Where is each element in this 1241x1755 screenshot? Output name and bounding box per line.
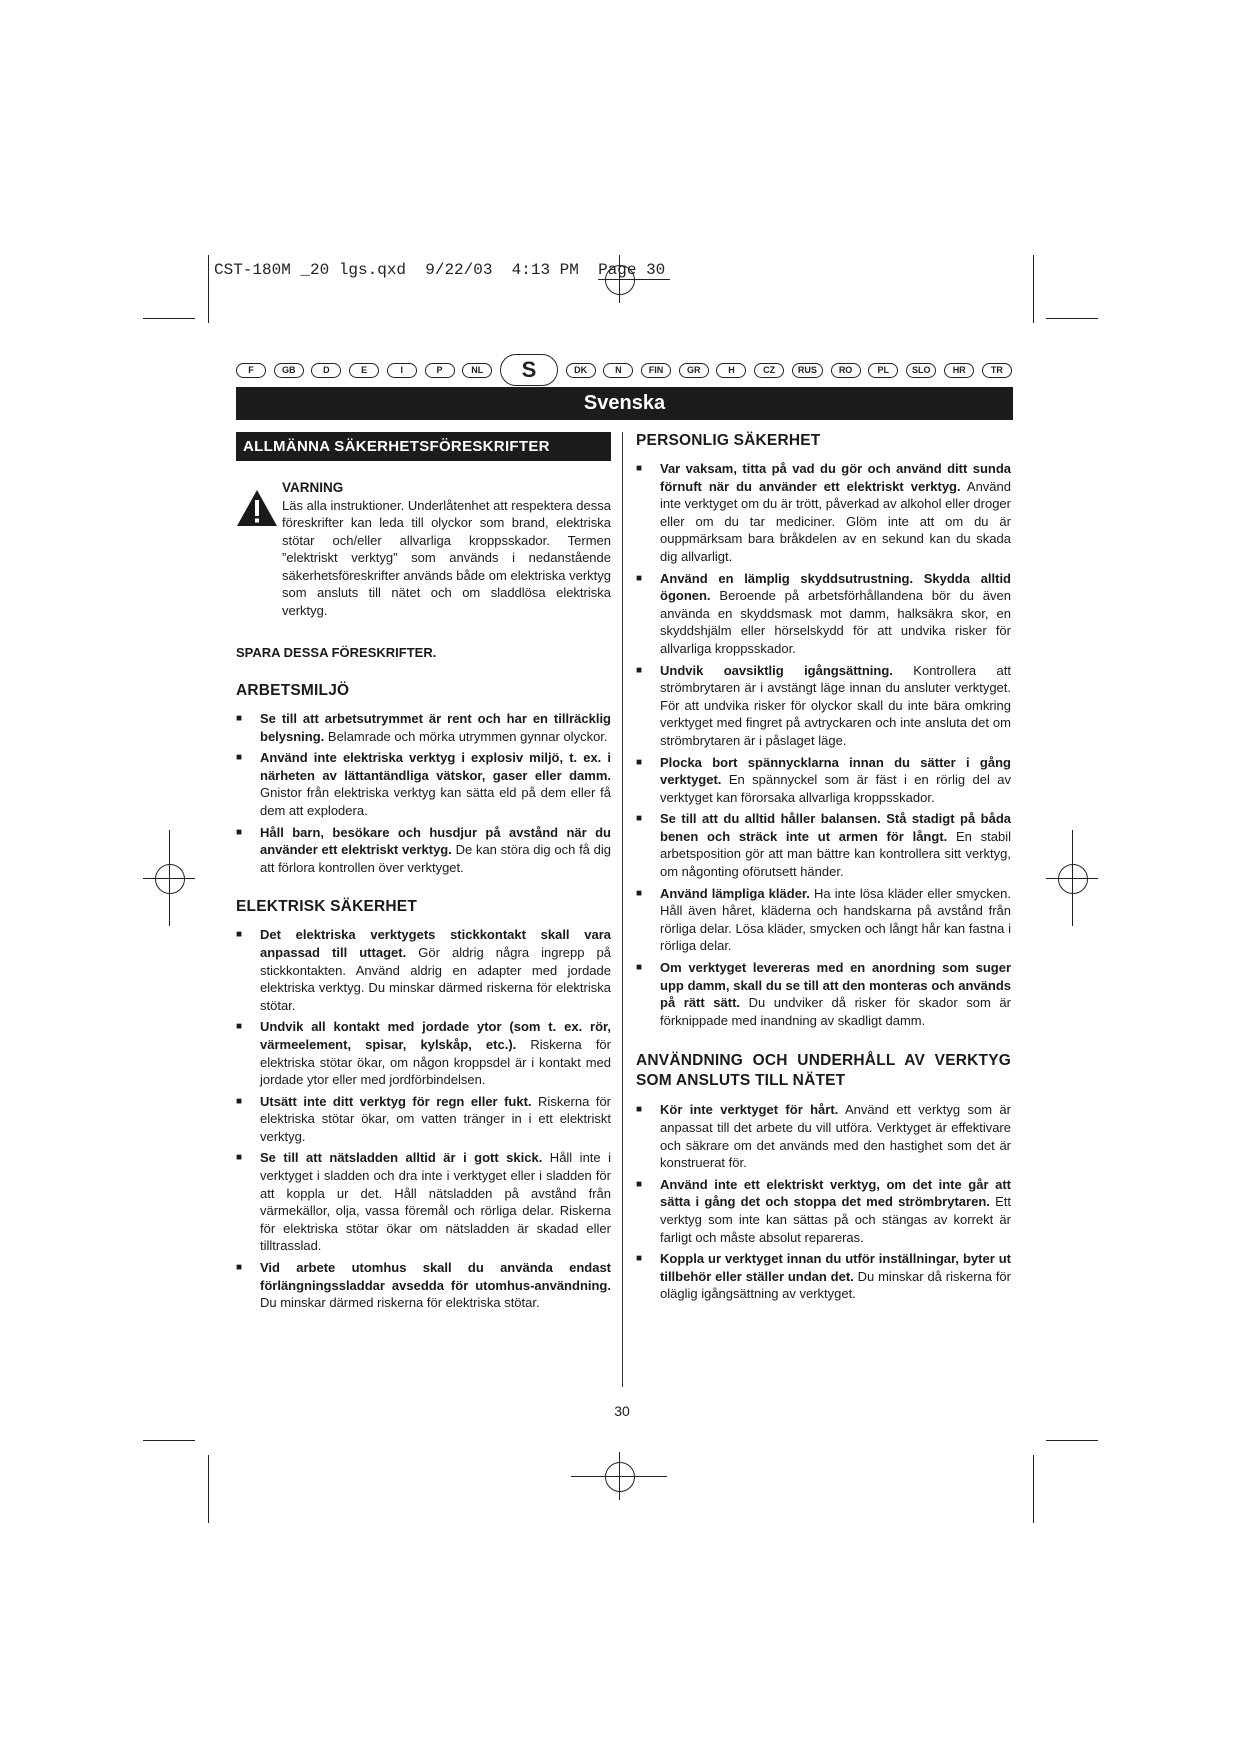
language-tab-hr[interactable]: HR: [944, 363, 974, 378]
list-item: [236, 710, 611, 745]
list-item-bold: Kör inte verktyget för hårt.: [660, 1102, 839, 1118]
list-item-body: Ett verktyg som inte kan sättas på och stängas av korrekt är farligt och måste absolut repareras.: [660, 1194, 1011, 1245]
list-item-bold: Var vaksam, titta på vad du gör och använd ditt sunda förnuft när du använder ett elektriskt verktyg.: [660, 461, 1011, 494]
list-item-text: [660, 1250, 1011, 1303]
list-item-bold: Se till att nätsladden alltid är i gott skick.: [260, 1150, 543, 1166]
list-item-body: Använd inte verktyget om du är trött, påverkad av alkohol eller droger eller om du tar mediciner. Glöm inte att om du är ouppmärksam bara bråkdelen av en sekund kan du skada dig allvarligt.: [660, 478, 1011, 564]
list-item-body: Gör aldrig några ingrepp på stickkontakten. Använd aldrig en adapter med jordade elektriska verktyg. Du minskar därmed riskerna för elektriska stötar.: [260, 944, 611, 1013]
list-item-body: En spännyckel som är fäst i en rörlig del av verktyget kan förorsaka allvarliga kroppsskador.: [660, 772, 1011, 805]
left-sections: [236, 682, 611, 1312]
language-tab-gb[interactable]: GB: [274, 363, 304, 378]
list-item-bold: Håll barn, besökare och husdjur på avstånd när du använder ett elektriskt verktyg.: [260, 824, 611, 858]
crop-mark: [1046, 1440, 1098, 1441]
list-item-body: Håll inte i verktyget i sladden och dra inte i verktyget eller i sladden för att koppla ur det. Håll nätsladden på avstånd från värmekällor, olja, vassa föremål och rörliga delar. Riskerna för elektriska stötar ökar om nätsladden är skadad eller tilltrasslad.: [260, 1150, 612, 1254]
list-item-text: [660, 754, 1011, 807]
list-item-body: Du undviker då risker för skador som är förknippade med inandning av skadligt damm.: [660, 995, 1011, 1028]
bullet-square-icon: ■: [236, 929, 243, 941]
list-item-text: [260, 1149, 611, 1255]
list-item-body: De kan störa dig och få dig att förlora kontrollen över verktyget.: [260, 842, 611, 875]
bullet-square-icon: ■: [236, 1262, 243, 1274]
list-item-text: [260, 710, 611, 745]
list-item-text: [660, 810, 1011, 880]
list-item-bold: Undvik oavsiktlig igångsättning.: [660, 662, 893, 678]
list-item-text: [660, 885, 1011, 955]
right-column: [636, 432, 1011, 1307]
list-item-text: [660, 1176, 1011, 1246]
list-item-bold: Använd en lämplig skyddsutrustning. Skydda alltid ögonen.: [660, 570, 1011, 604]
list-item: [636, 1101, 1011, 1171]
left-column: [236, 432, 611, 1316]
warning-triangle-icon: [236, 479, 282, 619]
registration-mark: [1046, 878, 1098, 879]
list-item: [236, 926, 611, 1014]
language-tab-n[interactable]: N: [603, 363, 633, 378]
language-tab-d[interactable]: D: [311, 363, 341, 378]
warning-block: [236, 479, 611, 619]
bullet-square-icon: ■: [636, 756, 643, 768]
language-tab-tr[interactable]: TR: [982, 363, 1012, 378]
language-tab-p[interactable]: P: [425, 363, 455, 378]
registration-mark: [143, 878, 195, 879]
bullet-square-icon: ■: [636, 1178, 643, 1190]
list-item-bold: Vid arbete utomhus skall du använda endast förlängningssladdar avsedda för utomhus-användning.: [260, 1260, 611, 1293]
list-item-bold: Det elektriska verktygets stickkontakt skall vara anpassad till uttaget.: [260, 927, 611, 960]
list-item-body: Riskerna för elektriska stötar ökar, om vatten tränger in i ett elektriskt verktyg.: [260, 1093, 611, 1144]
save-note: SPARA DESSA FÖRESKRIFTER.: [236, 645, 437, 660]
list-item: [636, 1176, 1011, 1246]
language-tab-s[interactable]: S: [500, 354, 558, 386]
list-item-body: En stabil arbetsposition gör att man bättre kan kontrollera sitt verktyg, om någonting oförutsett händer.: [660, 828, 1011, 880]
list-item-bold: Använd inte ett elektriskt verktyg, om det inte går att sätta i gång det och stoppa det med strömbrytaren.: [660, 1176, 1011, 1210]
list-item: [636, 885, 1011, 955]
list-item-text: [660, 1101, 1011, 1171]
bullet-square-icon: ■: [636, 813, 643, 825]
section-heading: ARBETSMILJÖ: [236, 682, 350, 699]
crop-mark: [208, 255, 209, 323]
language-tab-h[interactable]: H: [716, 363, 746, 378]
crop-mark: [208, 1455, 209, 1523]
crop-mark: [143, 1440, 195, 1441]
bullet-square-icon: ■: [236, 713, 243, 724]
language-tab-slo[interactable]: SLO: [906, 363, 937, 378]
bullet-square-icon: ■: [636, 1104, 643, 1116]
language-tab-rus[interactable]: RUS: [792, 363, 823, 378]
main-heading: ALLMÄNNA SÄKERHETSFÖRESKRIFTER: [236, 432, 611, 461]
list-item: [636, 1250, 1011, 1303]
file-slug: CST-180M _20 lgs.qxd 9/22/03 4:13 PM Page 30: [214, 261, 666, 279]
list-item: [236, 1093, 611, 1146]
bullet-square-icon: ■: [636, 572, 643, 584]
language-tab-cz[interactable]: CZ: [754, 363, 784, 378]
registration-mark: [598, 279, 670, 280]
list-item-text: [660, 570, 1011, 658]
registration-mark: [605, 1462, 635, 1492]
list-item-text: [260, 824, 611, 877]
crop-mark: [1033, 1455, 1034, 1523]
list-item: [636, 570, 1011, 658]
list-item: [636, 460, 1011, 566]
language-tab-e[interactable]: E: [349, 363, 379, 378]
column-divider: [622, 432, 623, 1387]
list-item: [236, 1018, 611, 1088]
bullet-square-icon: ■: [236, 1152, 243, 1164]
right-sections: [636, 432, 1011, 1303]
language-tab-ro[interactable]: RO: [831, 363, 861, 378]
list-item-body: Riskerna för elektriska stötar ökar, om någon kroppsdel är i kontakt med jordade ytor eller med jordförbindelsen.: [260, 1036, 611, 1088]
bullet-square-icon: ■: [636, 463, 643, 474]
list-item: [636, 754, 1011, 807]
list-item-bold: Använd lämpliga kläder.: [660, 885, 810, 901]
list-item-bold: Se till att arbetsutrymmet är rent och har en tillräcklig belysning.: [260, 711, 611, 744]
section-heading: ANVÄNDNING OCH UNDERHÅLL AV VERKTYG SOM ANSLUTS TILL NÄTET: [636, 1052, 1011, 1090]
bullet-square-icon: ■: [236, 826, 243, 838]
warning-text: Läs alla instruktioner. Underlåtenhet att respektera dessa föreskrifter kan leda till olyckor som brand, elektriska stötar och/eller allvarliga kroppsskador. Termen ”elektriskt verktyg” som används i nedanstående säkerhetsföreskrifter används både om elektriska verktyg som ansluts till nätet och om sladdlösa elektriska verktyg.: [282, 497, 611, 618]
list-item-bold: Plocka bort spännycklarna innan du sätter i gång verktyget.: [660, 754, 1011, 788]
list-item: [636, 662, 1011, 750]
list-item-body: Beroende på arbetsförhållandena bör du även använda en skyddsmask mot damm, halksäkra skor, en skyddshjälm eller hörselskydd för att undvika risker för allvarliga kroppsskador.: [660, 588, 1011, 656]
list-item: [236, 1149, 611, 1255]
registration-mark: [1058, 864, 1088, 894]
bullet-square-icon: ■: [236, 1021, 243, 1033]
registration-mark: [571, 1476, 667, 1477]
language-tab-gr[interactable]: GR: [679, 363, 709, 378]
list-item-bold: Använd inte elektriska verktyg i explosiv miljö, t. ex. i närheten av lättantändliga vätskor, gaser eller damm.: [260, 750, 611, 783]
list-item-bold: Se till att du alltid håller balansen. Stå stadigt på båda benen och sträck inte ut armen för långt.: [660, 811, 1011, 844]
bullet-square-icon: ■: [636, 962, 643, 974]
registration-mark: [155, 864, 185, 894]
crop-mark: [143, 318, 195, 319]
list-item: [636, 810, 1011, 880]
list-item-text: [260, 1093, 611, 1146]
list-item-text: [260, 749, 611, 819]
list-item-body: Du minskar därmed riskerna för elektriska stötar.: [260, 1295, 540, 1311]
bullet-square-icon: ■: [636, 887, 643, 899]
warning-title: VARNING: [282, 480, 344, 495]
list-item-text: [660, 662, 1011, 750]
list-item-body: Belamrade och mörka utrymmen gynnar olyckor.: [324, 728, 608, 744]
page-number: 30: [614, 1403, 630, 1419]
list-item-text: [660, 959, 1011, 1029]
language-tab-i[interactable]: I: [387, 363, 417, 378]
language-tab-pl[interactable]: PL: [868, 363, 898, 378]
list-item-body: Kontrollera att strömbrytaren är i avstängt läge innan du ansluter verktyget. För att undvika risker för olyckor skall du inte bära omkring verktyget med fingret på avtryckaren och inte ansluta det om strömbrytaren är i påslaget läge.: [660, 662, 1011, 748]
list-item-text: [660, 460, 1011, 566]
list-item-bold: Utsätt inte ditt verktyg för regn eller fukt.: [260, 1093, 532, 1109]
language-tabs: [236, 352, 1012, 388]
list-item-body: Använd ett verktyg som är anpassat till det arbete du vill utföra. Verktyget är effektivare och säkrare om det används med den hastighet som det är konstruerat för.: [660, 1102, 1011, 1171]
list-item-text: [260, 926, 611, 1014]
list-item-bold: Koppla ur verktyget innan du utför inställningar, byter ut tillbehör eller ställer undan det.: [660, 1251, 1011, 1284]
bullet-square-icon: ■: [636, 1253, 643, 1265]
section-heading: ELEKTRISK SÄKERHET: [236, 898, 418, 916]
page-title: Svenska: [236, 387, 1013, 420]
list-item-text: [260, 1259, 611, 1312]
language-tab-fin[interactable]: FIN: [641, 363, 671, 378]
list-item: [236, 1259, 611, 1312]
bullet-square-icon: ■: [636, 664, 643, 676]
list-item-bold: Om verktyget levereras med en anordning som suger upp damm, skall du se till att den monteras och används på rätt sätt.: [660, 960, 1011, 1011]
language-tab-dk[interactable]: DK: [566, 363, 596, 378]
list-item: [636, 959, 1011, 1029]
list-item-bold: Undvik all kontakt med jordade ytor (som t. ex. rör, värmeelement, spisar, kylskåp, etc.).: [260, 1019, 611, 1052]
list-item: [236, 749, 611, 819]
language-tab-f[interactable]: F: [236, 363, 266, 378]
crop-mark: [1046, 318, 1098, 319]
language-tab-nl[interactable]: NL: [462, 363, 492, 378]
bullet-square-icon: ■: [236, 1095, 243, 1107]
list-item-body: Gnistor från elektriska verktyg kan sätta eld på dem eller få dem att explodera.: [260, 785, 611, 818]
bullet-square-icon: ■: [236, 752, 243, 764]
list-item: [236, 824, 611, 877]
list-item-body: Du minskar då riskerna för oläglig igångsättning av verktyget.: [660, 1268, 1011, 1302]
list-item-body: Ha inte lösa kläder eller smycken. Håll även håret, kläderna och handskarna på avstånd från rörliga delar. Lösa kläder, smycken och långt hår kan fastna i rörliga delar.: [660, 885, 1011, 954]
section-heading: PERSONLIG SÄKERHET: [636, 432, 821, 449]
list-item-text: [260, 1018, 611, 1088]
crop-mark: [1033, 255, 1034, 323]
